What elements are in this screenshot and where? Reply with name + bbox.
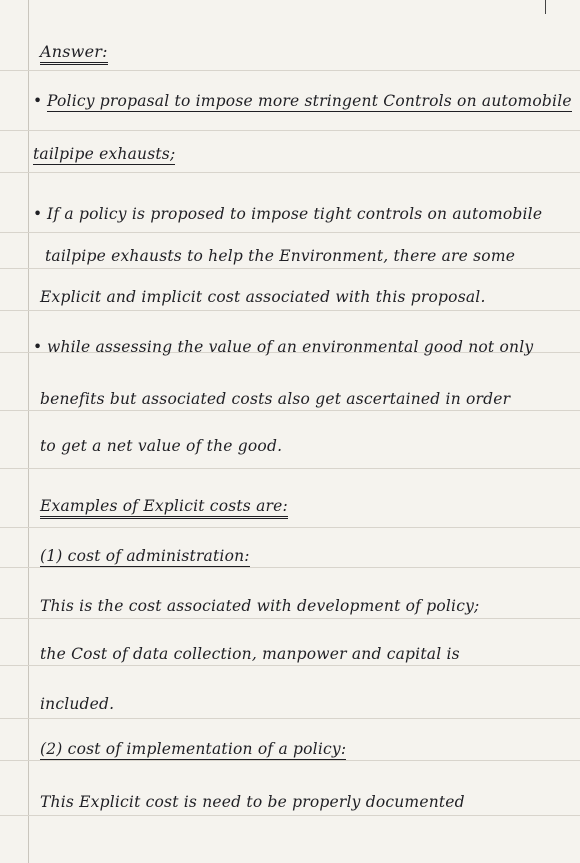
ruled-line <box>0 268 580 269</box>
text-line <box>40 695 114 713</box>
text-line <box>33 205 542 223</box>
bullet: • <box>33 338 43 356</box>
line-text: If a policy is proposed to impose tight controls on automobile <box>47 205 543 223</box>
ruled-line <box>0 665 580 666</box>
ruled-line <box>0 172 580 173</box>
line-text: Explicit and implicit cost associated with this proposal. <box>40 288 486 306</box>
line-text: This is the cost associated with development of policy; <box>40 597 480 615</box>
line-text: (2) cost of implementation of a policy: <box>40 740 347 758</box>
bullet: • <box>33 205 43 223</box>
ruled-line <box>0 760 580 761</box>
text-line <box>40 390 510 408</box>
ruled-line <box>0 70 580 71</box>
answer-heading <box>40 42 108 61</box>
line-text: while assessing the value of an environmental good not only <box>47 338 534 356</box>
bullet: • <box>33 92 43 110</box>
line-text: (1) cost of administration: <box>40 547 250 565</box>
line-text: This Explicit cost is need to be properly documented <box>40 793 465 811</box>
ruled-line <box>0 527 580 528</box>
ruled-line <box>0 815 580 816</box>
ruled-line <box>0 618 580 619</box>
text-line <box>40 597 479 615</box>
text-line <box>40 793 465 811</box>
line-text: Examples of Explicit costs are: <box>40 497 288 519</box>
ruled-line <box>0 718 580 719</box>
text-line <box>33 338 533 356</box>
ruled-line <box>0 567 580 568</box>
line-text: the Cost of data collection, manpower and capital is <box>40 645 460 663</box>
text-line <box>40 740 346 758</box>
ruled-line <box>0 310 580 311</box>
ruled-line <box>0 410 580 411</box>
text-line <box>33 92 572 110</box>
text-line <box>40 437 282 455</box>
ruled-line <box>0 232 580 233</box>
text-line <box>40 645 460 663</box>
text-line <box>33 145 175 163</box>
ruled-line <box>0 468 580 469</box>
text-line <box>40 288 486 306</box>
ruled-line <box>0 130 580 131</box>
answer-label: Answer: <box>40 42 108 65</box>
text-line <box>40 547 250 565</box>
line-text: to get a net value of the good. <box>40 437 283 455</box>
examples-heading <box>40 497 288 515</box>
line-text: included. <box>40 695 115 713</box>
line-text: tailpipe exhausts to help the Environment, there are some <box>45 247 516 265</box>
corner-mark <box>545 0 546 14</box>
line-text: tailpipe exhausts; <box>33 145 176 163</box>
line-text: benefits but associated costs also get ascertained in order <box>40 390 511 408</box>
line-text: Policy propasal to impose more stringent Controls on automobile <box>47 92 572 110</box>
text-line <box>45 247 515 265</box>
